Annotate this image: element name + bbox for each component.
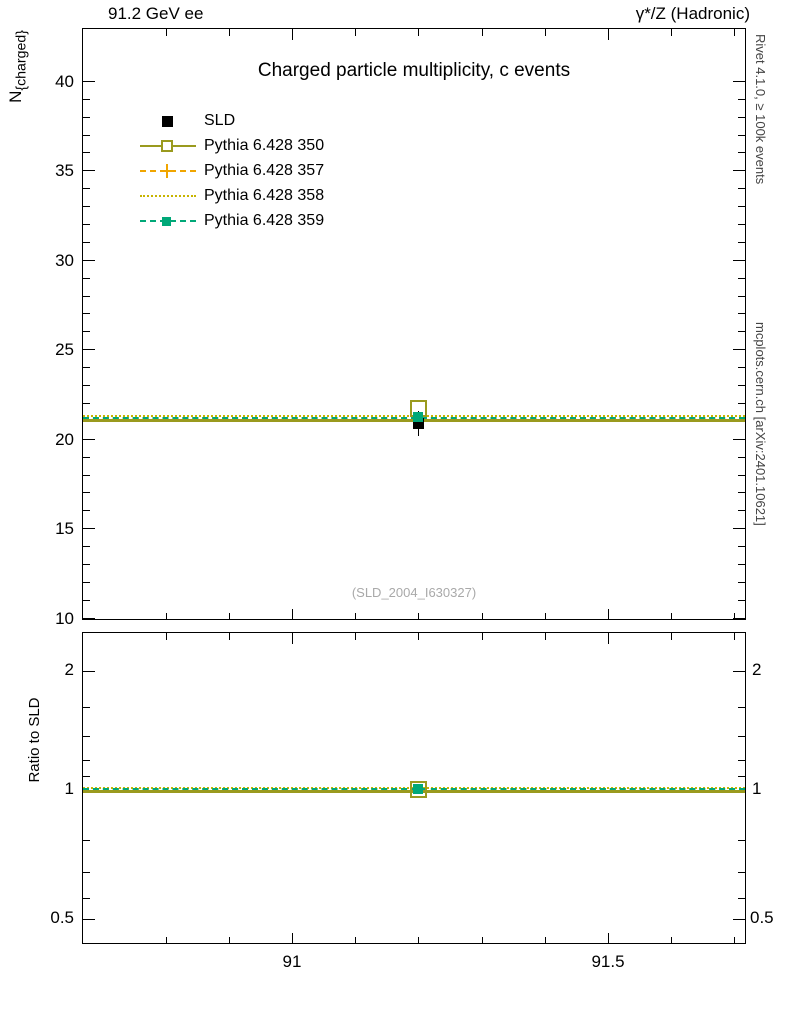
ratio-x-minor-tick (671, 937, 672, 944)
ratio-y-minor-tick (738, 760, 745, 761)
y-minor-tick (738, 564, 745, 565)
y-minor-tick (83, 206, 90, 207)
ratio-x-minor-tick (229, 633, 230, 640)
process-label: γ*/Z (Hadronic) (635, 4, 750, 23)
ratio-y-tick-label-right: 0.5 (750, 908, 774, 927)
x-minor-tick (671, 29, 672, 36)
ratio-y-minor-tick (738, 898, 745, 899)
y-minor-tick (83, 296, 90, 297)
ratio-x-tick (292, 933, 293, 944)
y-minor-tick (738, 385, 745, 386)
legend-label: SLD (204, 111, 236, 129)
y-minor-tick (738, 403, 745, 404)
x-minor-tick (418, 613, 419, 620)
ratio-x-minor-tick (482, 937, 483, 944)
ratio-y-minor-tick (83, 707, 90, 708)
y-minor-tick (83, 403, 90, 404)
ratio-x-minor-tick (355, 937, 356, 944)
x-minor-tick (545, 29, 546, 36)
legend (140, 108, 324, 233)
y-minor-tick (738, 99, 745, 100)
y-minor-tick (738, 457, 745, 458)
y-tick (733, 170, 745, 171)
ratio-y-minor-tick (83, 872, 90, 873)
x-tick-label: 91.5 (591, 952, 625, 971)
y-tick (733, 528, 745, 529)
legend-marker-filled-square-icon (140, 112, 196, 130)
ratio-x-minor-tick (418, 937, 419, 944)
plot-title: Charged particle multiplicity, c events (257, 60, 571, 81)
legend-item-pythia-350[interactable] (140, 133, 324, 158)
ratio-y-minor-tick (83, 840, 90, 841)
y-tick (733, 260, 745, 261)
y-minor-tick (83, 600, 90, 601)
y-minor-tick (83, 510, 90, 511)
x-tick (292, 609, 293, 620)
x-tick (608, 609, 609, 620)
x-minor-tick (418, 29, 419, 36)
ratio-point-pythia-359 (413, 784, 423, 794)
x-minor-tick (734, 613, 735, 620)
y-minor-tick (738, 510, 745, 511)
y-minor-tick (738, 224, 745, 225)
analysis-id-watermark: (SLD_2004_I630327) (351, 585, 477, 600)
y-minor-tick (83, 313, 90, 314)
y-minor-tick (83, 385, 90, 386)
ratio-x-minor-tick (482, 633, 483, 640)
ratio-x-tick (292, 633, 293, 644)
y-minor-tick (738, 188, 745, 189)
y-tick (83, 170, 95, 171)
x-minor-tick (166, 29, 167, 36)
ratio-y-tick (83, 671, 95, 672)
y-minor-tick (738, 492, 745, 493)
y-minor-tick (83, 152, 90, 153)
x-minor-tick (229, 613, 230, 620)
y-minor-tick (83, 278, 90, 279)
y-minor-tick (738, 206, 745, 207)
legend-label: Pythia 6.428 357 (204, 161, 325, 179)
ratio-x-minor-tick (418, 633, 419, 640)
ratio-y-minor-tick (738, 736, 745, 737)
y-minor-tick (738, 331, 745, 332)
y-tick-label: 15 (55, 519, 74, 538)
y-tick-label: 20 (55, 430, 74, 449)
y-minor-tick (738, 278, 745, 279)
ratio-x-minor-tick (355, 633, 356, 640)
y-minor-tick (83, 117, 90, 118)
ratio-x-minor-tick (166, 633, 167, 640)
y-tick-label: 25 (55, 340, 74, 359)
ratio-y-tick (733, 671, 745, 672)
ratio-y-tick-label: 2 (64, 660, 74, 679)
ratio-y-tick-label-right: 1 (752, 779, 762, 798)
ratio-y-tick-label-right: 2 (752, 660, 762, 679)
ratio-x-tick (608, 933, 609, 944)
x-minor-tick (545, 613, 546, 620)
y-minor-tick (738, 242, 745, 243)
y-minor-tick (83, 135, 90, 136)
data-point-pythia-359 (413, 412, 423, 422)
y-minor-tick (83, 564, 90, 565)
y-minor-tick (738, 475, 745, 476)
y-minor-tick (738, 600, 745, 601)
ratio-x-minor-tick (734, 633, 735, 640)
y-minor-tick (83, 224, 90, 225)
rivet-version-caption: Rivet 4.1.0, ≥ 100k events (753, 34, 768, 185)
y-minor-tick (83, 582, 90, 583)
ratio-y-minor-tick (83, 898, 90, 899)
y-minor-tick (738, 135, 745, 136)
ratio-y-minor-tick (83, 736, 90, 737)
y-tick-label: 35 (55, 161, 74, 180)
y-minor-tick (83, 99, 90, 100)
ratio-y-minor-tick (738, 872, 745, 873)
y-tick (83, 618, 95, 619)
y-minor-tick (738, 152, 745, 153)
legend-label: Pythia 6.428 359 (204, 211, 325, 229)
legend-label: Pythia 6.428 358 (204, 186, 325, 204)
y-tick (83, 349, 95, 350)
y-minor-tick (83, 475, 90, 476)
mcplots-caption: mcplots.cern.ch [arXiv:2401.10621] (753, 322, 768, 526)
y-minor-tick (83, 188, 90, 189)
x-tick (608, 29, 609, 40)
y-minor-tick (738, 313, 745, 314)
legend-marker-dashdot-cross-icon (140, 162, 196, 180)
x-minor-tick (229, 29, 230, 36)
legend-item-pythia-359[interactable] (140, 208, 324, 233)
y-minor-tick (83, 457, 90, 458)
y-tick (733, 81, 745, 82)
y-axis-title: $N_{\{charged\}}$ (6, 30, 30, 103)
x-minor-tick (355, 29, 356, 36)
ratio-y-tick-label: 0.5 (50, 908, 74, 927)
ratio-x-minor-tick (545, 937, 546, 944)
ratio-x-minor-tick (734, 937, 735, 944)
x-minor-tick (166, 613, 167, 620)
y-minor-tick (738, 546, 745, 547)
y-minor-tick (738, 117, 745, 118)
legend-marker-dashed-square-icon (140, 212, 196, 230)
ratio-y-minor-tick (83, 776, 90, 777)
y-tick-label: 30 (55, 251, 74, 270)
y-tick (733, 439, 745, 440)
x-minor-tick (671, 613, 672, 620)
ratio-x-minor-tick (545, 633, 546, 640)
legend-item-pythia-357[interactable] (140, 158, 324, 183)
y-minor-tick (83, 367, 90, 368)
ratio-axis-title: Ratio to SLD (26, 697, 43, 783)
legend-item-pythia-358[interactable] (140, 183, 324, 208)
y-tick (83, 528, 95, 529)
y-tick (83, 260, 95, 261)
x-minor-tick (482, 29, 483, 36)
ratio-y-tick (83, 919, 95, 920)
y-minor-tick (83, 546, 90, 547)
ratio-y-minor-tick (738, 840, 745, 841)
beam-energy-label: 91.2 GeV ee (108, 4, 204, 23)
legend-marker-open-square-icon (140, 137, 196, 155)
ratio-y-tick-label: 1 (64, 779, 74, 798)
y-minor-tick (738, 582, 745, 583)
y-minor-tick (83, 331, 90, 332)
x-minor-tick (482, 613, 483, 620)
ratio-y-tick (733, 919, 745, 920)
y-tick (733, 349, 745, 350)
y-minor-tick (83, 242, 90, 243)
y-minor-tick (738, 296, 745, 297)
y-tick-label: 40 (55, 72, 74, 91)
ratio-y-minor-tick (83, 760, 90, 761)
ratio-x-tick (608, 633, 609, 644)
y-tick-label: 10 (55, 609, 74, 628)
ratio-y-minor-tick (738, 776, 745, 777)
legend-marker-dotted-icon (140, 187, 196, 205)
ratio-x-minor-tick (671, 633, 672, 640)
ratio-y-minor-tick (738, 707, 745, 708)
ratio-x-minor-tick (229, 937, 230, 944)
ratio-x-minor-tick (166, 937, 167, 944)
y-minor-tick (738, 367, 745, 368)
legend-label: Pythia 6.428 350 (204, 136, 325, 154)
x-tick (292, 29, 293, 40)
x-minor-tick (355, 613, 356, 620)
y-minor-tick (83, 492, 90, 493)
y-tick (83, 439, 95, 440)
legend-item-sld[interactable] (140, 108, 324, 133)
y-tick (83, 81, 95, 82)
x-minor-tick (734, 29, 735, 36)
x-tick-label: 91 (282, 952, 302, 971)
